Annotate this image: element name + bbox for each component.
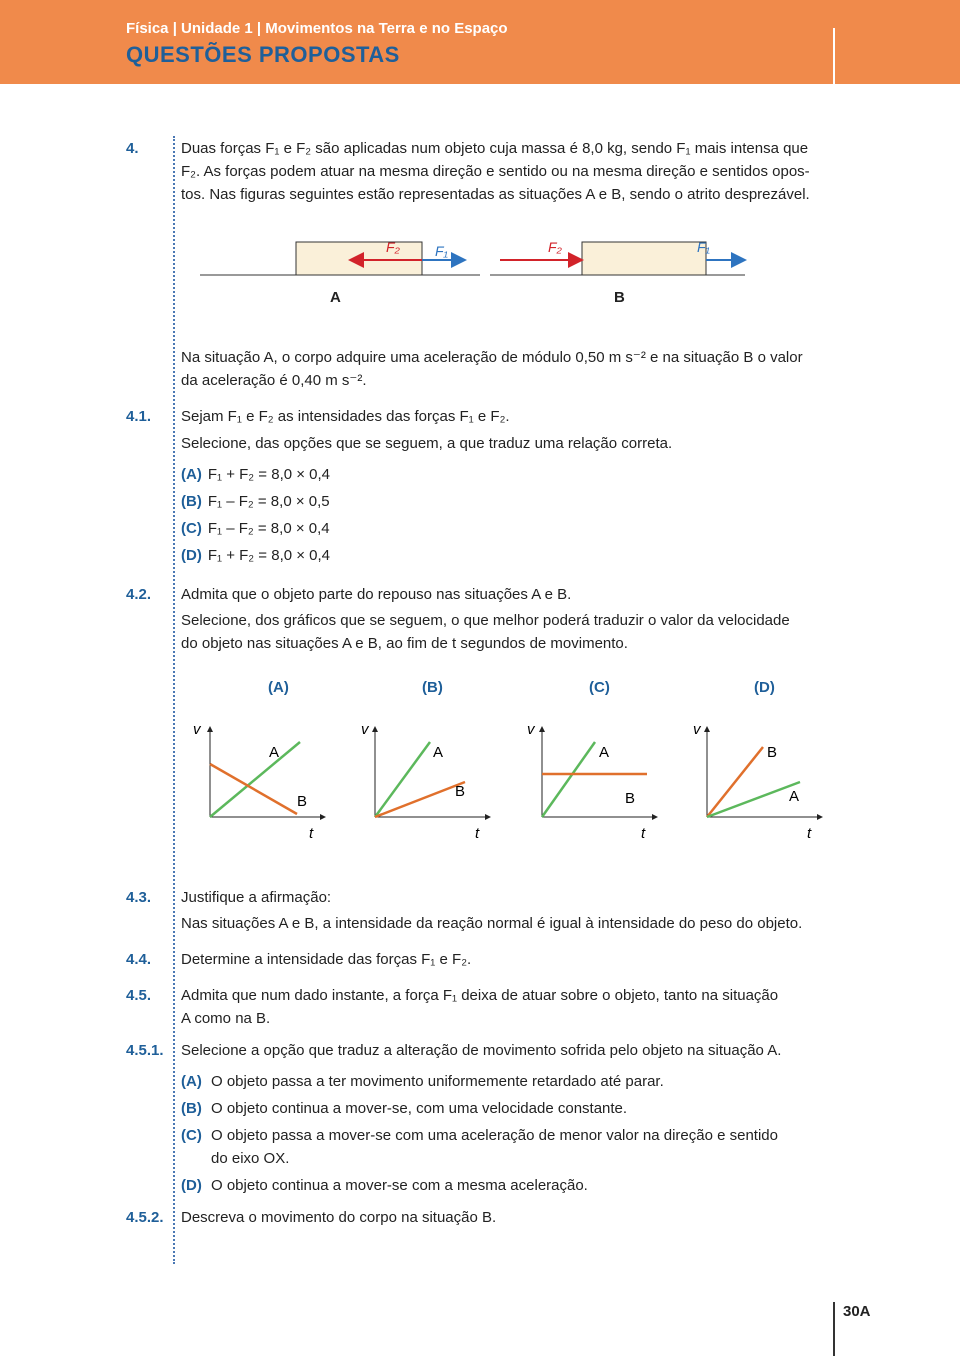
line-label-a: A [599,744,610,761]
q451-option-b[interactable] [181,1097,841,1120]
option-text: F₁ + F₂ = 8,0 × 0,4 [207,547,331,564]
footer-divider [833,1302,835,1356]
graph-c [527,721,657,842]
header-divider [833,28,835,84]
q451-line-1: Selecione a opção que traduz a alteração de movimento sofrida pelo objeto na situação A. [181,1042,782,1059]
q451-option-c[interactable] [181,1124,841,1147]
option-key: (D) [181,1177,202,1194]
q45-line-2: A como na B. [181,1010,271,1027]
line-label-a: A [789,788,800,805]
q42-line-1: Admita que o objeto parte do repouso nas situações A e B. [181,586,572,603]
option-text: O objeto passa a ter movimento uniformemente retardado até parar. [211,1073,664,1090]
dotted-margin-line [173,136,175,1264]
option-text: F₁ – F₂ = 8,0 × 0,5 [207,493,330,510]
option-text: O objeto passa a mover-se com uma aceleração de menor valor na direção e sentido [211,1127,778,1144]
option-text: F₁ – F₂ = 8,0 × 0,4 [207,520,330,537]
option-key: (A) [181,466,202,483]
graph-key-c: (C) [589,679,610,696]
q45-line-1: Admita que num dado instante, a força F₁ deixa de atuar sobre o objeto, tanto na situação [181,987,779,1004]
graph-key-b: (B) [422,679,443,696]
q4-intro-line-3: tos. Nas figuras seguintes estão representadas as situações A e B, sendo o atrito desprezável. [181,186,810,203]
option-key: (D) [181,547,202,564]
option-key: (B) [181,1100,202,1117]
q4-intro-line-2: F₂. As forças podem atuar na mesma direção e sentido ou na mesma direção e sentidos opos- [181,163,810,180]
axis-label-v: v [527,721,535,738]
option-text: do eixo OX. [211,1150,290,1167]
q41-option-a[interactable] [181,463,330,486]
label-situation-b: B [614,289,625,306]
page-number: 30A [843,1303,871,1320]
line-label-a: A [269,744,280,761]
graph-key-a: (A) [268,679,289,696]
option-key: (A) [181,1073,202,1090]
option-key: (C) [181,520,202,537]
block-b [582,242,706,275]
line-label-b: B [625,790,636,807]
velocity-graphs [185,712,835,847]
axis-label-t: t [807,825,812,842]
q43-line-2: Nas situações A e B, a intensidade da reação normal é igual à intensidade do peso do objeto. [181,915,803,932]
q41-option-c[interactable] [181,517,330,540]
header-subtitle: Física | Unidade 1 | Movimentos na Terra e no Espaço [126,20,508,37]
question-number: 4.2. [126,586,152,603]
axis-label-t: t [309,825,314,842]
axis-label-v: v [693,721,701,738]
question-number: 4.3. [126,889,152,906]
q4-situation-line-1: Na situação A, o corpo adquire uma aceleração de módulo 0,50 m s⁻² e na situação B o valor [181,349,803,366]
axis-label-t: t [641,825,646,842]
graph-a [193,721,325,842]
q43-line-1: Justifique a afirmação: [181,889,332,906]
option-text: O objeto continua a mover-se com a mesma aceleração. [211,1177,588,1194]
line-label-a: A [433,744,444,761]
line-label-b: B [455,783,466,800]
option-key: (B) [181,493,202,510]
q4-intro-line-1: Duas forças F₁ e F₂ são aplicadas num objeto cuja massa é 8,0 kg, sendo F₁ mais intensa que [181,140,809,157]
q41-option-b[interactable] [181,490,330,513]
option-key: (C) [181,1127,202,1144]
q451-option-d[interactable] [181,1174,841,1197]
question-number: 4.5.1. [126,1042,164,1059]
axis-label-v: v [361,721,369,738]
question-number: 4.5.2. [126,1209,164,1226]
graph-d [693,721,822,842]
graph-key-d: (D) [754,679,775,696]
line-a [210,742,300,817]
line-label-b: B [297,793,308,810]
q41-line-2: Selecione, das opções que se seguem, a que traduz uma relação correta. [181,435,673,452]
header-title: QUESTÕES PROPOSTAS [126,42,400,67]
forces-figure [200,228,760,314]
q42-line-2: Selecione, dos gráficos que se seguem, o que melhor poderá traduzir o valor da velocidade [181,612,790,629]
label-f2-a: F₂ [386,239,400,255]
question-number: 4.5. [126,987,152,1004]
line-a [542,742,595,817]
q44-line-1: Determine a intensidade das forças F₁ e F₂. [181,951,472,968]
q41-line-1: Sejam F₁ e F₂ as intensidades das forças F₁ e F₂. [181,408,510,425]
line-label-b: B [767,744,778,761]
q451-option-c-cont [181,1147,841,1170]
q42-line-3: do objeto nas situações A e B, ao fim de t segundos de movimento. [181,635,628,652]
label-f1-a: F₁ [435,243,448,259]
q41-option-d[interactable] [181,544,330,567]
option-text: O objeto continua a mover-se, com uma velocidade constante. [211,1100,628,1117]
label-f2-b: F₂ [548,239,562,255]
block-a [296,242,422,275]
page-header [0,0,960,84]
q4-situation-line-2: da aceleração é 0,40 m s⁻². [181,372,367,389]
question-number: 4.4. [126,951,152,968]
label-situation-a: A [330,289,341,306]
q451-option-a[interactable] [181,1070,841,1093]
label-f1-b: F₁ [697,239,710,255]
option-text: F₁ + F₂ = 8,0 × 0,4 [207,466,331,483]
question-number: 4.1. [126,408,152,425]
axis-label-v: v [193,721,201,738]
axis-label-t: t [475,825,480,842]
q452-line-1: Descreva o movimento do corpo na situação B. [181,1209,497,1226]
graph-b [361,721,490,842]
question-number: 4. [126,140,139,157]
